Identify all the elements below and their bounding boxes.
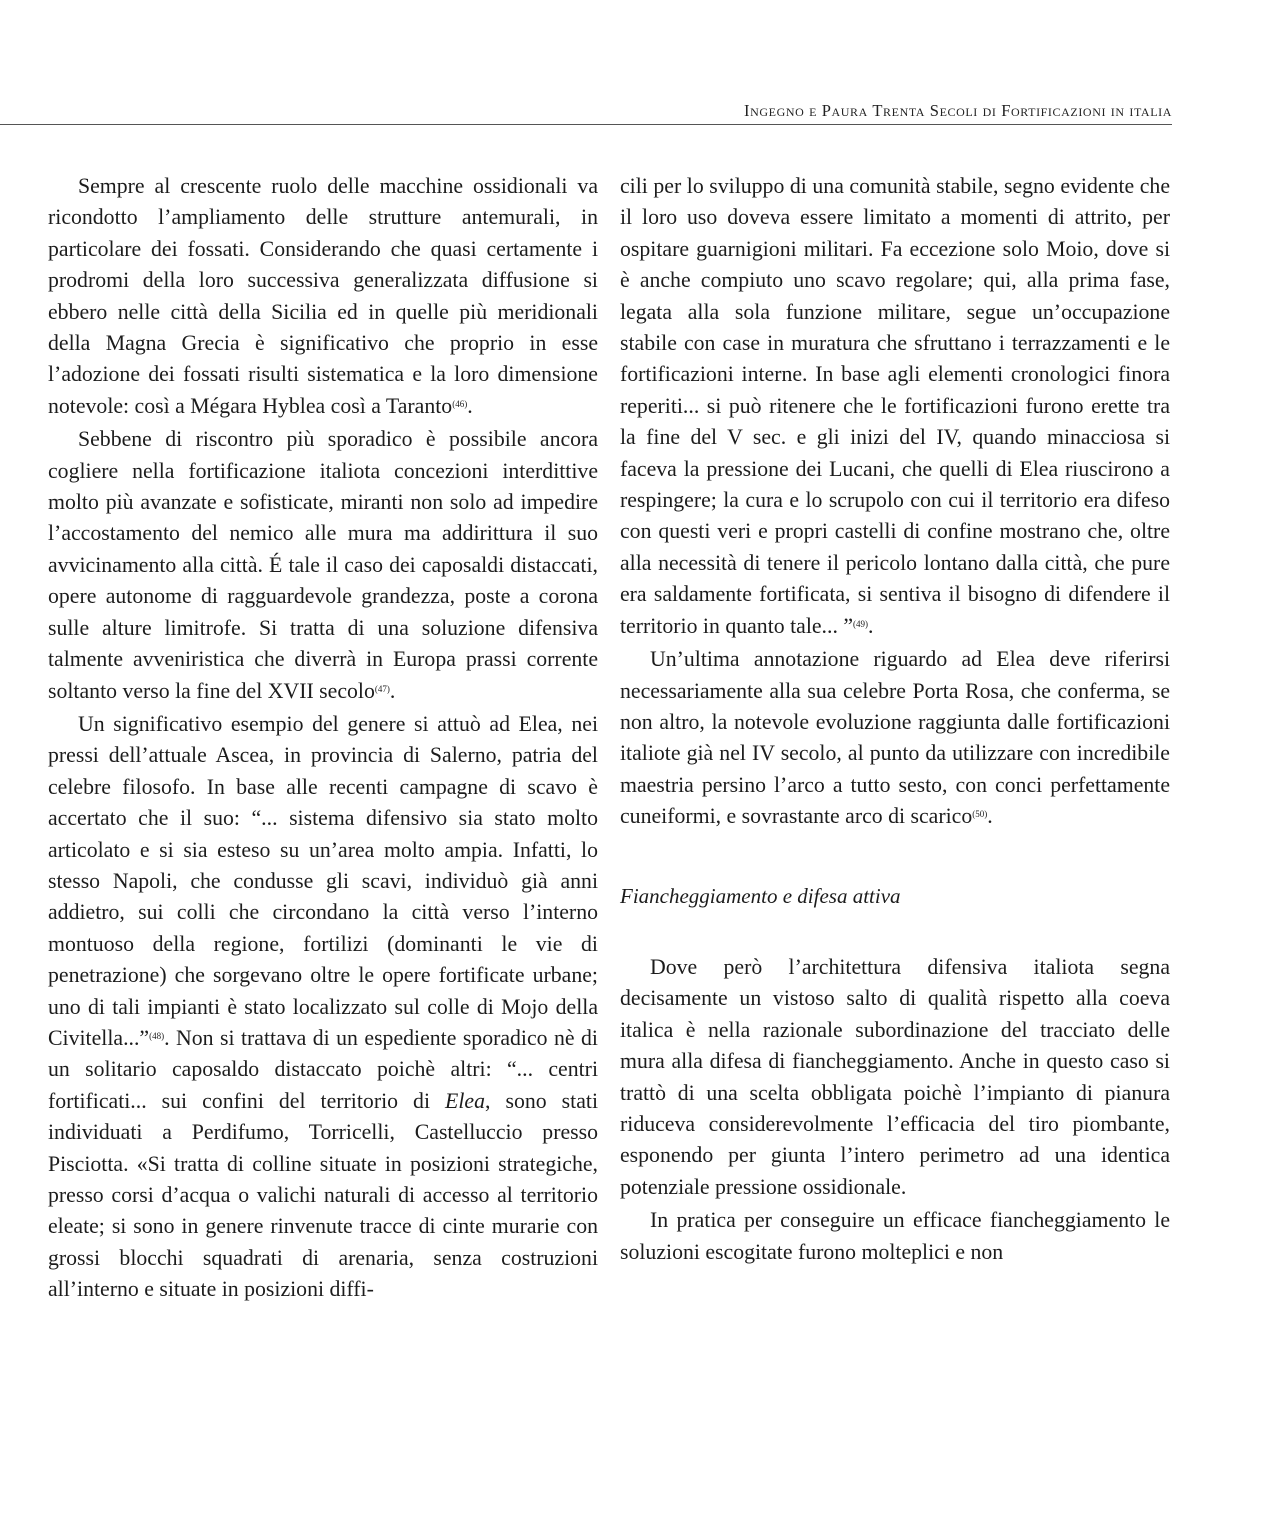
paragraph-text: , sono stati individuati a Perdifumo, Torricelli, Castelluccio presso Pisciotta. «Si tratta di colline situate in posizioni strategiche, presso corsi d’acqua o valichi naturali di accesso al territorio eleate; si sono in genere rinvenute tracce di cinte murarie con grossi blocchi squadrati di arenaria, senza costruzioni all’interno e situate in posizioni diffi- [48,1088,599,1302]
paragraph-1 [48,171,598,422]
header-rule [0,124,1172,125]
paragraph-text: Un’ultima annotazione riguardo ad Elea deve riferirsi necessariamente alla sua celebre Porta Rosa, che conferma, se non altro, la notevole evoluzione raggiunta dalle fortificazioni italiote già nel IV secolo, al punto da utilizzare con incredibile maestria persino l’arco a tutto sesto, con conci perfettamente cuneiformi, e sovrastante arco di scarico [620,647,1170,829]
paragraph-end: . [389,678,396,703]
paragraph-pratica: In pratica per conseguire un efficace fiancheggiamento le soluzioni escogitate furono molteplici e non [620,1208,1170,1264]
paragraph-end: . [987,804,993,829]
paragraph-end: . [868,613,874,638]
paragraph-fiancheggiamento: Dove però l’architettura difensiva italiota segna decisamente un vistoso salto di qualità rispetto alla coeva italica è nella razionale subordinazione del tracciato delle mura alla difesa di fiancheggiamento. Anche in questo caso si trattò di una scelta obbligata poichè l’impianto di pianura riduceva considerevolmente l’efficacia del tiro piombante, esponendo per giunta l’intero perimetro ad una identica potenziale pressione ossidionale. [620,954,1170,1199]
paragraph-text: Sebbene di riscontro più sporadico è possibile ancora cogliere nella fortificazione italiota concezioni interdittive molto più avanzate e sofisticate, miranti non solo ad impedire l’accostamento del nemico alle mura ma addirittura il suo avvicinamento alla città. É tale il caso dei caposaldi distaccati, opere autonome di ragguardevole grandezza, poste a corona sulle alture limitrofe. Si tratta di una soluzione difensiva talmente avveniristica che diverrà in Europa prassi corrente soltanto verso la fine del XVII secolo [48,427,598,703]
paragraph-text: cili per lo sviluppo di una comunità stabile, segno evidente che il loro uso doveva essere limitato a momenti di attrito, per ospitare guarnigioni militari. Fa eccezione solo Moio, dove si è anche compiuto uno scavo regolare; qui, alla prima fase, legata alla sola funzione militare, segue un’occupazione stabile con case in muratura che sfruttano i terrazzamenti e le fortificazioni interne. In base agli elementi cronologici finora reperiti... si può ritenere che le fortificazioni furono erette tra la fine del V sec. e gli inizi del IV, quando minacciosa si faceva la pressione dei Lucani, che quelli di Elea riuscirono a respingere; la cura e lo scrupolo con cui il territorio era difeso con questi veri e propri castelli di confine mostrano che, oltre alla necessità di tenere il pericolo lontano dalla città, che pure era saldamente fortificata, si sentiva il bisogno di difendere il territorio in quanto tale... ” [620,174,1170,638]
paragraph-continued [620,171,1170,642]
footnote-ref: (48) [149,1030,165,1041]
paragraph-3 [48,709,598,1306]
right-column [620,171,1170,1270]
paragraph-text: . Non si trattava di un espediente sporadico nè di un solitario caposaldo distaccato poichè altri: “... centri fortificati... sui confini del territorio di [48,1025,598,1113]
paragraph-2 [48,424,598,707]
running-head: Ingegno e Paura Trenta Secoli di Fortificazioni in italia [744,101,1172,120]
footnote-ref: (49) [853,618,869,629]
paragraph-text: Un significativo esempio del genere si attuò ad Elea, nei pressi dell’attuale Ascea, in provincia di Salerno, patria del celebre filosofo. In base alle recenti campagne di scavo è accertato che il suo: “... sistema difensivo sia stato molto articolato e si sia esteso su un’area molto ampia. Infatti, lo stesso Napoli, che condusse gli scavi, individuò già anni addietro, sui colli che circondano la città verso l’interno montuoso della regione, fortilizi (dominanti le vie di penetrazione) che sorgevano oltre le opere fortificate urbane; uno di tali impianti è stato localizzato sul colle di Mojo della Civitella...” [48,711,598,1050]
paragraph-end: . [467,393,473,418]
footnote-ref: (50) [972,809,988,820]
left-column [48,171,598,1308]
section-heading: Fiancheggiamento e difesa attiva [620,883,901,908]
footnote-ref: (47) [374,683,390,694]
paragraph-porta-rosa [620,644,1170,832]
italic-term: Elea [445,1088,485,1113]
paragraph-text: Sempre al crescente ruolo delle macchine ossidionali va ricondotto l’ampliamento delle strutture antemurali, in particolare dei fossati. Considerando che quasi certamente i prodromi della loro successiva generalizzata diffusione si ebbero nelle città della Sicilia ed in quelle più meridionali della Magna Grecia è significativo che proprio in esse l’adozione dei fossati risulti sistematica e la loro dimensione notevole: così a Mégara Hyblea così a Taranto [48,174,598,418]
footnote-ref: (46) [452,398,468,409]
